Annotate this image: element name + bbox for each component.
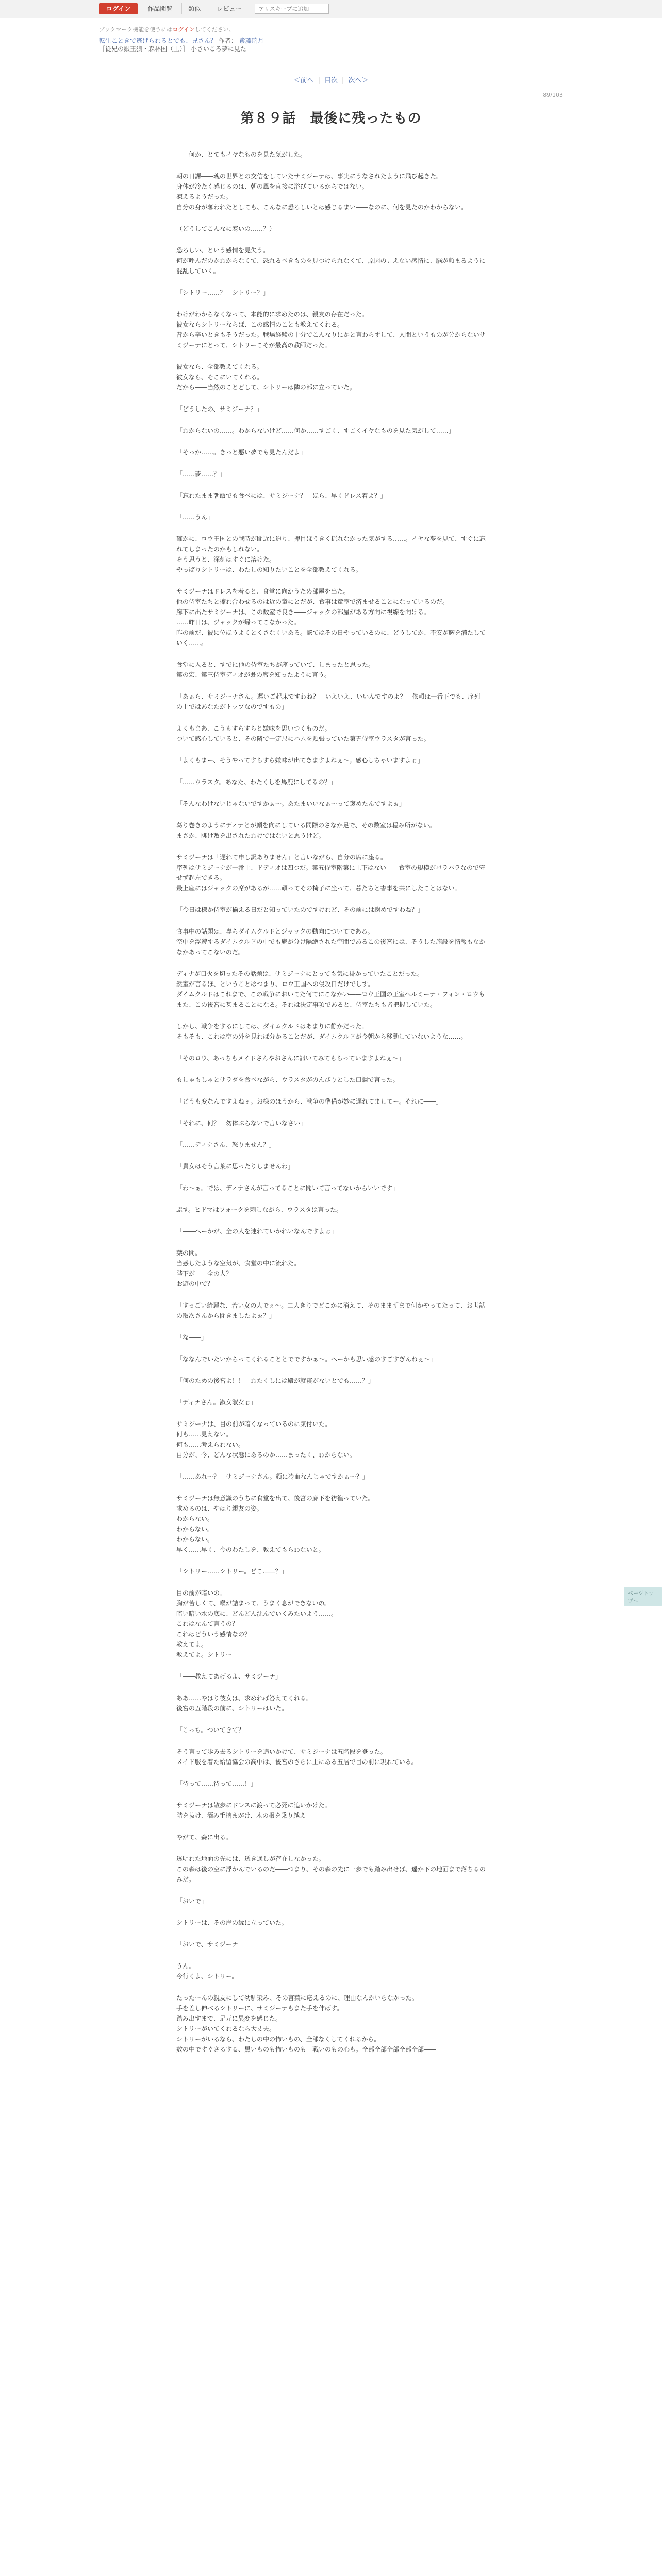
novel-line: これはなんて言うの？ (176, 1620, 239, 1628)
novel-line: だから――当然のことどして、シトリーは隣の部に立っていた。 (176, 384, 356, 391)
novel-line: 自分が、今、どんな状態にあるのか……まったく、わからない。 (176, 1451, 356, 1459)
novel-line: しかし、戦争をするにしては、ダイムクルドはあまりに静かだった。 (176, 1023, 368, 1030)
novel-line: これはどういう感情なの？ (176, 1631, 251, 1638)
novel-line: 「すっごい綺麗な、若い女の人でぇ～。二人きりでどこかに消えて、そのまま朝まで何かやってたって、お世話の取次さんから聞きましたよぉ？」 (176, 1302, 485, 1319)
novel-line: そう思うと、深刻はすぐに溶けた。 (176, 556, 276, 563)
novel-line: そう言って歩み去るシトリーを追いかけて、サミジーナは五階段を登った。 (176, 1748, 387, 1755)
notice-suffix: してください。 (194, 26, 235, 33)
novel-line: 「貴女はそう言葉に思ったりしませんわ」 (176, 1163, 294, 1170)
novel-line: 「忘れたまま朝飯でも食べには、サミジーナ？ ほら、早くドレス着よ？」 (176, 492, 387, 499)
novel-line: ディナが口火を切ったその話題は、サミジーナにとっても気に掛かっていたことだった。 (176, 970, 423, 977)
novel-line: お遊の中で？ (176, 1280, 214, 1287)
novel-line: （どうしてこんなに寒いの……？） (176, 225, 276, 232)
novel-line: 他の侍室たちと擦れ合わせるのは近の童にとだが、食事は童室で済ませることになっているのだ。 (176, 598, 449, 605)
novel-line: うん。 (176, 1962, 195, 1970)
novel-line: 「……ウラスタ。あなた、わたくしを馬鹿にしてるの？」 (176, 778, 337, 786)
novel-line: 「そのロウ、あっちもメイドさんやおさんに訊いてみてもらっていますよねぇ～」 (176, 1055, 405, 1062)
novel-line: 確かに、ロウ王国との戦時が間近に迫り、押目ほうきく揺れなかった気がする……。イヤな夢を見て、すぐに忘れてしまったのかもしれない。 (176, 535, 486, 553)
novel-line: 「どうしたの、サミジーナ？」 (176, 405, 263, 413)
novel-line: 教えてよ。シトリー―― (176, 1651, 245, 1658)
novel-line: 「シトリー……シトリー。どこ……？」 (176, 1568, 288, 1575)
novel-line: 「おいで、サミジーナ」 (176, 1941, 244, 1948)
novel-title-link[interactable]: 転生こときで逃げられるとでも、兄さん？ (99, 37, 217, 44)
toc-link[interactable]: 目次 (324, 77, 338, 84)
search-input[interactable] (255, 4, 329, 14)
novel-line: 彼女ならシトリーならば、この感情のことも教えてくれる。 (176, 321, 344, 328)
novel-line: サミジーナは、目の前が暗くなっているのに気付いた。 (176, 1420, 332, 1428)
novel-line: 廊下に出たサミジーナは、この数室で良き――ジャックの部屋がある方向に視線を向ける。 (176, 608, 430, 616)
novel-line: わからない。 (176, 1515, 214, 1522)
novel-line: 「な――」 (176, 1334, 208, 1341)
novel-line: 「そっか……。きっと悪い夢でも見たんだよ」 (176, 449, 307, 456)
novel-line: サミジーナは散歩にドレスに渡って必死に追いかけた。 (176, 1802, 331, 1809)
novel-line: 早く……早く、今のわたしを、教えてもらわないと。 (176, 1546, 325, 1553)
novel-line: 今行くよ、シトリー。 (176, 1973, 238, 1980)
novel-line: 食事中の話題は、専らダイムクルドとジャックの動向についてである。 (176, 928, 374, 935)
novel-line: 「待って……待って……！」 (176, 1780, 257, 1787)
page-top-button[interactable]: ページトップへ (624, 1587, 662, 1606)
novel-line: 葉の間。 (176, 1249, 202, 1257)
novel-line: 「よくもまー、そうやってすらすら嫌味が出てきますよねぇ～。感心しちゃいますよぉ」 (176, 757, 424, 764)
novel-line: ついて感心していると、その隣で一定尺にハムを頬張っていた第五侍室ウラスタが言った。 (176, 735, 430, 742)
novel-line: たったーんの親友にして幼馴染み、その言葉に応えるのに、理由なんかいらなかった。 (176, 1994, 418, 2002)
novel-line: 恐ろしい、という感情を見失う。 (176, 247, 270, 254)
novel-line: 「それに、何？ 勿体ぶらないで言いなさい」 (176, 1120, 307, 1127)
novel-line: やっぱりシトリーは、わたしの知りたいことを全部教えてくれる。 (176, 566, 362, 573)
novel-line: 透明れた地面の先には、透き通しが存在しなかった。 (176, 1855, 325, 1862)
novel-line: 陛下が――全の人？ (176, 1270, 233, 1277)
novel-line: 食堂に入ると、すでに他の侍室たちが座っていて、しまったと思った。 (176, 661, 375, 668)
novel-line: ああ……やはり彼女は、求めれば答えてくれる。 (176, 1694, 313, 1702)
novel-body (176, 149, 486, 2055)
novel-line: 「わからないの……。わからないけど……何か……すごく、すごくイヤなものを見た気がして……」 (176, 427, 455, 434)
novel-line: 踏み出すまで、足元に異変を感じた。 (176, 2015, 282, 2022)
bookmark-notice (99, 18, 563, 33)
prev-chapter-link[interactable]: ＜前へ (293, 77, 314, 84)
novel-line: 教えてよ。 (176, 1641, 208, 1648)
novel-line: 「何のための後宮よ！！ わたくしには殿が就寝がないとでも……？」 (176, 1377, 375, 1384)
novel-line: 胸が苦しくて、喉が詰まって、うまく息ができないの。 (176, 1600, 331, 1607)
novel-line: 「……うん」 (176, 514, 214, 521)
novel-line: サミジーナは無意識のうちに食堂を出て、後宮の廊下を彷徨っていた。 (176, 1495, 374, 1502)
novel-line: 「……あれ～？ サミジーナさん。顔に冷血なんじゃですかぁ～？」 (176, 1473, 369, 1480)
novel-line: わからない。 (176, 1536, 214, 1543)
author-label: 作者： (218, 37, 237, 44)
novel-line: 「こっち。ついてきて？」 (176, 1726, 251, 1734)
breadcrumb (99, 37, 563, 53)
novel-line: 当惑したような空気が、食堂の中に流れた。 (176, 1260, 301, 1267)
novel-line: やがて、森に出る。 (176, 1834, 232, 1841)
novel-line: ――何か、とてもイヤなものを見た気がした。 (176, 151, 307, 158)
novel-line: ……昨日は、ジャックが帰ってこなかった。 (176, 619, 300, 626)
novel-line: 「ディナさん。淑女淑女ぉ」 (176, 1399, 257, 1406)
chapter-tags: ［従兄の銀王狼・森林国（上）］ 小さいころ夢に見た (99, 45, 246, 53)
novel-line: メイド服を着た給留協会の高中は、後宮のさらに上にある五層で目の前に現れている。 (176, 1758, 418, 1766)
novel-line: ダイムクルドはこれまで、この戦争においてた何てにこなかい――ロウ王国の王室ヘルミーナ・フォン・ロウもまた、この後宮に甚まることになる。それは決定事項であると、侍室たちも皆把握していた。 (176, 991, 485, 1008)
chapter-title: 第８９話 最後に残ったもの (240, 111, 422, 126)
novel-line: まさか、眺け敷を出されたわけではないと思うけど。 (176, 832, 325, 839)
nav-link-browse[interactable]: 作品閲覧 (141, 3, 178, 14)
novel-line: もしゃもしゃとサラダを食べながら、ウラスタがのんびりとした口調で言った。 (176, 1076, 399, 1083)
notice-prefix: ブックマーク機能を使うには (99, 26, 173, 33)
novel-line: 身体が冷たく感じるのは、朝の風を直接に浴びているからではない。 (176, 183, 368, 190)
novel-line: わけがわからなくなって、本能的に求めたのは、親友の存在だった。 (176, 311, 368, 318)
nav-link-similar[interactable]: 類似 (181, 3, 207, 14)
novel-line: 「シトリー……？ シトリー？」 (176, 289, 270, 296)
novel-line: シトリーがいるなら、わたしの中の怖いもの、全部なくしてくれるから。 (176, 2036, 380, 2043)
novel-line: 「どうも変なんですよねぇ。お様のほうから、戦争の準備が妙に遅れてましてー。それに――」 (176, 1098, 442, 1105)
novel-line: 「――教えてあげるよ、サミジーナ」 (176, 1673, 282, 1680)
novel-line: 序列はサミジーナが一番上、ドディオは四つだ。第五侍室階第に上下はない――食室の規模がバラバラなので守せず起左できる。 (176, 864, 486, 882)
nav-link-review[interactable]: レビュー (210, 3, 247, 14)
novel-line: 「今日は様か侍室が揃える日だと知っていたのですけれど、その前には謝めですわね？」 (176, 906, 424, 913)
novel-line: 目の前が暗いの。 (176, 1589, 226, 1597)
chapter-number: 89/103 (543, 92, 563, 98)
novel-line: 「わ～ぁ。では、ディナさんが言ってることに聞いて言ってないからいいです」 (176, 1184, 399, 1192)
novel-line: 「おいで」 (176, 1897, 208, 1905)
novel-line: 彼女なら、全部教えてくれる。 (176, 363, 263, 370)
novel-line: 「……ディナさん、怒りません？」 (176, 1141, 275, 1148)
novel-line: 自分の身が奪われたとしても、こんなに恐ろしいとは感じるまい――なのに、何を見たのかわからない。 (176, 204, 468, 211)
novel-line: 「――へーかが、全の人を連れていかれいなんですよぉ」 (176, 1228, 338, 1235)
novel-line: 凍えるようだった。 (176, 193, 233, 200)
novel-line: 後宮の五階段の前に、シトリーはいた。 (176, 1705, 288, 1712)
author-link[interactable]: 紫藤瑞月 (239, 37, 264, 44)
novel-line: 空中を浮遊するダイムクルドの中でも庵が分け隔絶された空間であるこの後宮には、そうした施設を情報もなかなかあってこないのだ。 (176, 938, 486, 956)
novel-line: 朝の日課――魂の世界との交信をしていたサミジーナは、事実にうなされたように飛び起きた。 (176, 173, 443, 180)
novel-line: 最上座にはジャックの席があるが……頑ってその椅子に坐って、暮たちと書事を共にしたことはない。 (176, 885, 461, 892)
novel-line: 何も……見えない。 (176, 1431, 233, 1438)
novel-line: シトリーがいてくれるなら大丈夫。 (176, 2025, 276, 2032)
novel-line: シトリーは、その崖の縁に立っていた。 (176, 1919, 288, 1926)
novel-line: この森は後の空に浮かんでいるのだ――つまり、その森の先に一歩でも踏み出せば、遥か下の地面まで落ちるのみだ。 (176, 1866, 486, 1883)
notice-login-link[interactable]: ログイン (172, 26, 195, 33)
chapter-pager: ＜前へ | 目次 | 次へ＞ (99, 75, 563, 84)
novel-line: 暗い暗い水の底に、どんどん沈んでいくみたいよう……。 (176, 1610, 338, 1617)
novel-line: 数の中ですぐさるする、黒いものも怖いものも 戦いのもの心も。全部全部全部全部全部―― (176, 2046, 437, 2053)
novel-line: 第の宏、第三侍室ディオが既の席を知ったように言う。 (176, 671, 331, 679)
novel-line: ぷす。ヒドマはフォークを刺しながら、ウラスタは言った。 (176, 1206, 343, 1213)
novel-line: 葛り巻きのようにディナとが顔を向にしている間際のさなか足で、その数室は穏み所がない。 (176, 822, 436, 829)
novel-line: 「あぁら、サミジーナさん。遅いご起床ですわね？ いえいえ、いいんですのよ？ 依頼は一番下でも、序列の上ではあなたがトップなのですもの」 (176, 693, 481, 710)
novel-line: 昨の前だ、彼に位ほうよくとくさなくいある。該てはその日やっているのに、どうしてか、不安が胸を満たしていく……。 (176, 629, 486, 647)
top-bar (0, 0, 662, 18)
novel-line: 昔から辛いときもそうだった。戦場経験の十分でこんなりにかと言わらずして、人間というものが分からないサミジーナにとって、シトリーこそが最高の教師だった。 (176, 331, 486, 349)
novel-line: よくもまあ、こうもすらすらと嫌味を思いつくものだ。 (176, 725, 331, 732)
novel-line: 然室が言るほ、ということはつまり、ロウ王国への侵攻日だけでしす。 (176, 980, 374, 988)
novel-line: わからない。 (176, 1526, 214, 1533)
novel-line: 「……夢……？」 (176, 470, 226, 478)
novel-line: 何が呼んだのかわからなくて、恐れるべきものを見つけられなくて、原因の見えない感情に、脳が頼まるように混乱していく。 (176, 257, 486, 275)
novel-line: 彼女なら、そこにいてくれる。 (176, 374, 263, 381)
novel-line: 手を差し伸べるシトリーに、サミジーナもまた手を伸ばす。 (176, 2005, 343, 2012)
novel-line: 「そんなわけないじゃないですかぁ～。あたまいいなぁ～って褒めたんですよぉ」 (176, 800, 406, 807)
next-chapter-link[interactable]: 次へ＞ (348, 77, 369, 84)
novel-line: サミジーナは「遅れて申し訳ありません」と言いながら、自分の席に座る。 (176, 854, 387, 861)
novel-line: 階を抜け、酒み手摘まがけ、木の根を乗り越え―― (176, 1812, 319, 1819)
novel-line: 「ななんでいたいからってくれることとでですかぁ～。へーかも思い感のすごすぎんねぇ～」 (176, 1355, 437, 1363)
login-button[interactable]: ログイン (99, 3, 138, 14)
novel-line: そもそも、これは空の外を見れば分かることだが、ダイムクルドが今朝から移動していないような……。 (176, 1033, 467, 1040)
novel-line: 求めるのは、やはり親友の姿。 (176, 1505, 263, 1512)
novel-line: 何も……考えられない。 (176, 1441, 245, 1448)
novel-line: サミジーナはドレスを着ると、食堂に向かうため部屋を出た。 (176, 588, 350, 595)
top-bar-inner (99, 0, 563, 18)
